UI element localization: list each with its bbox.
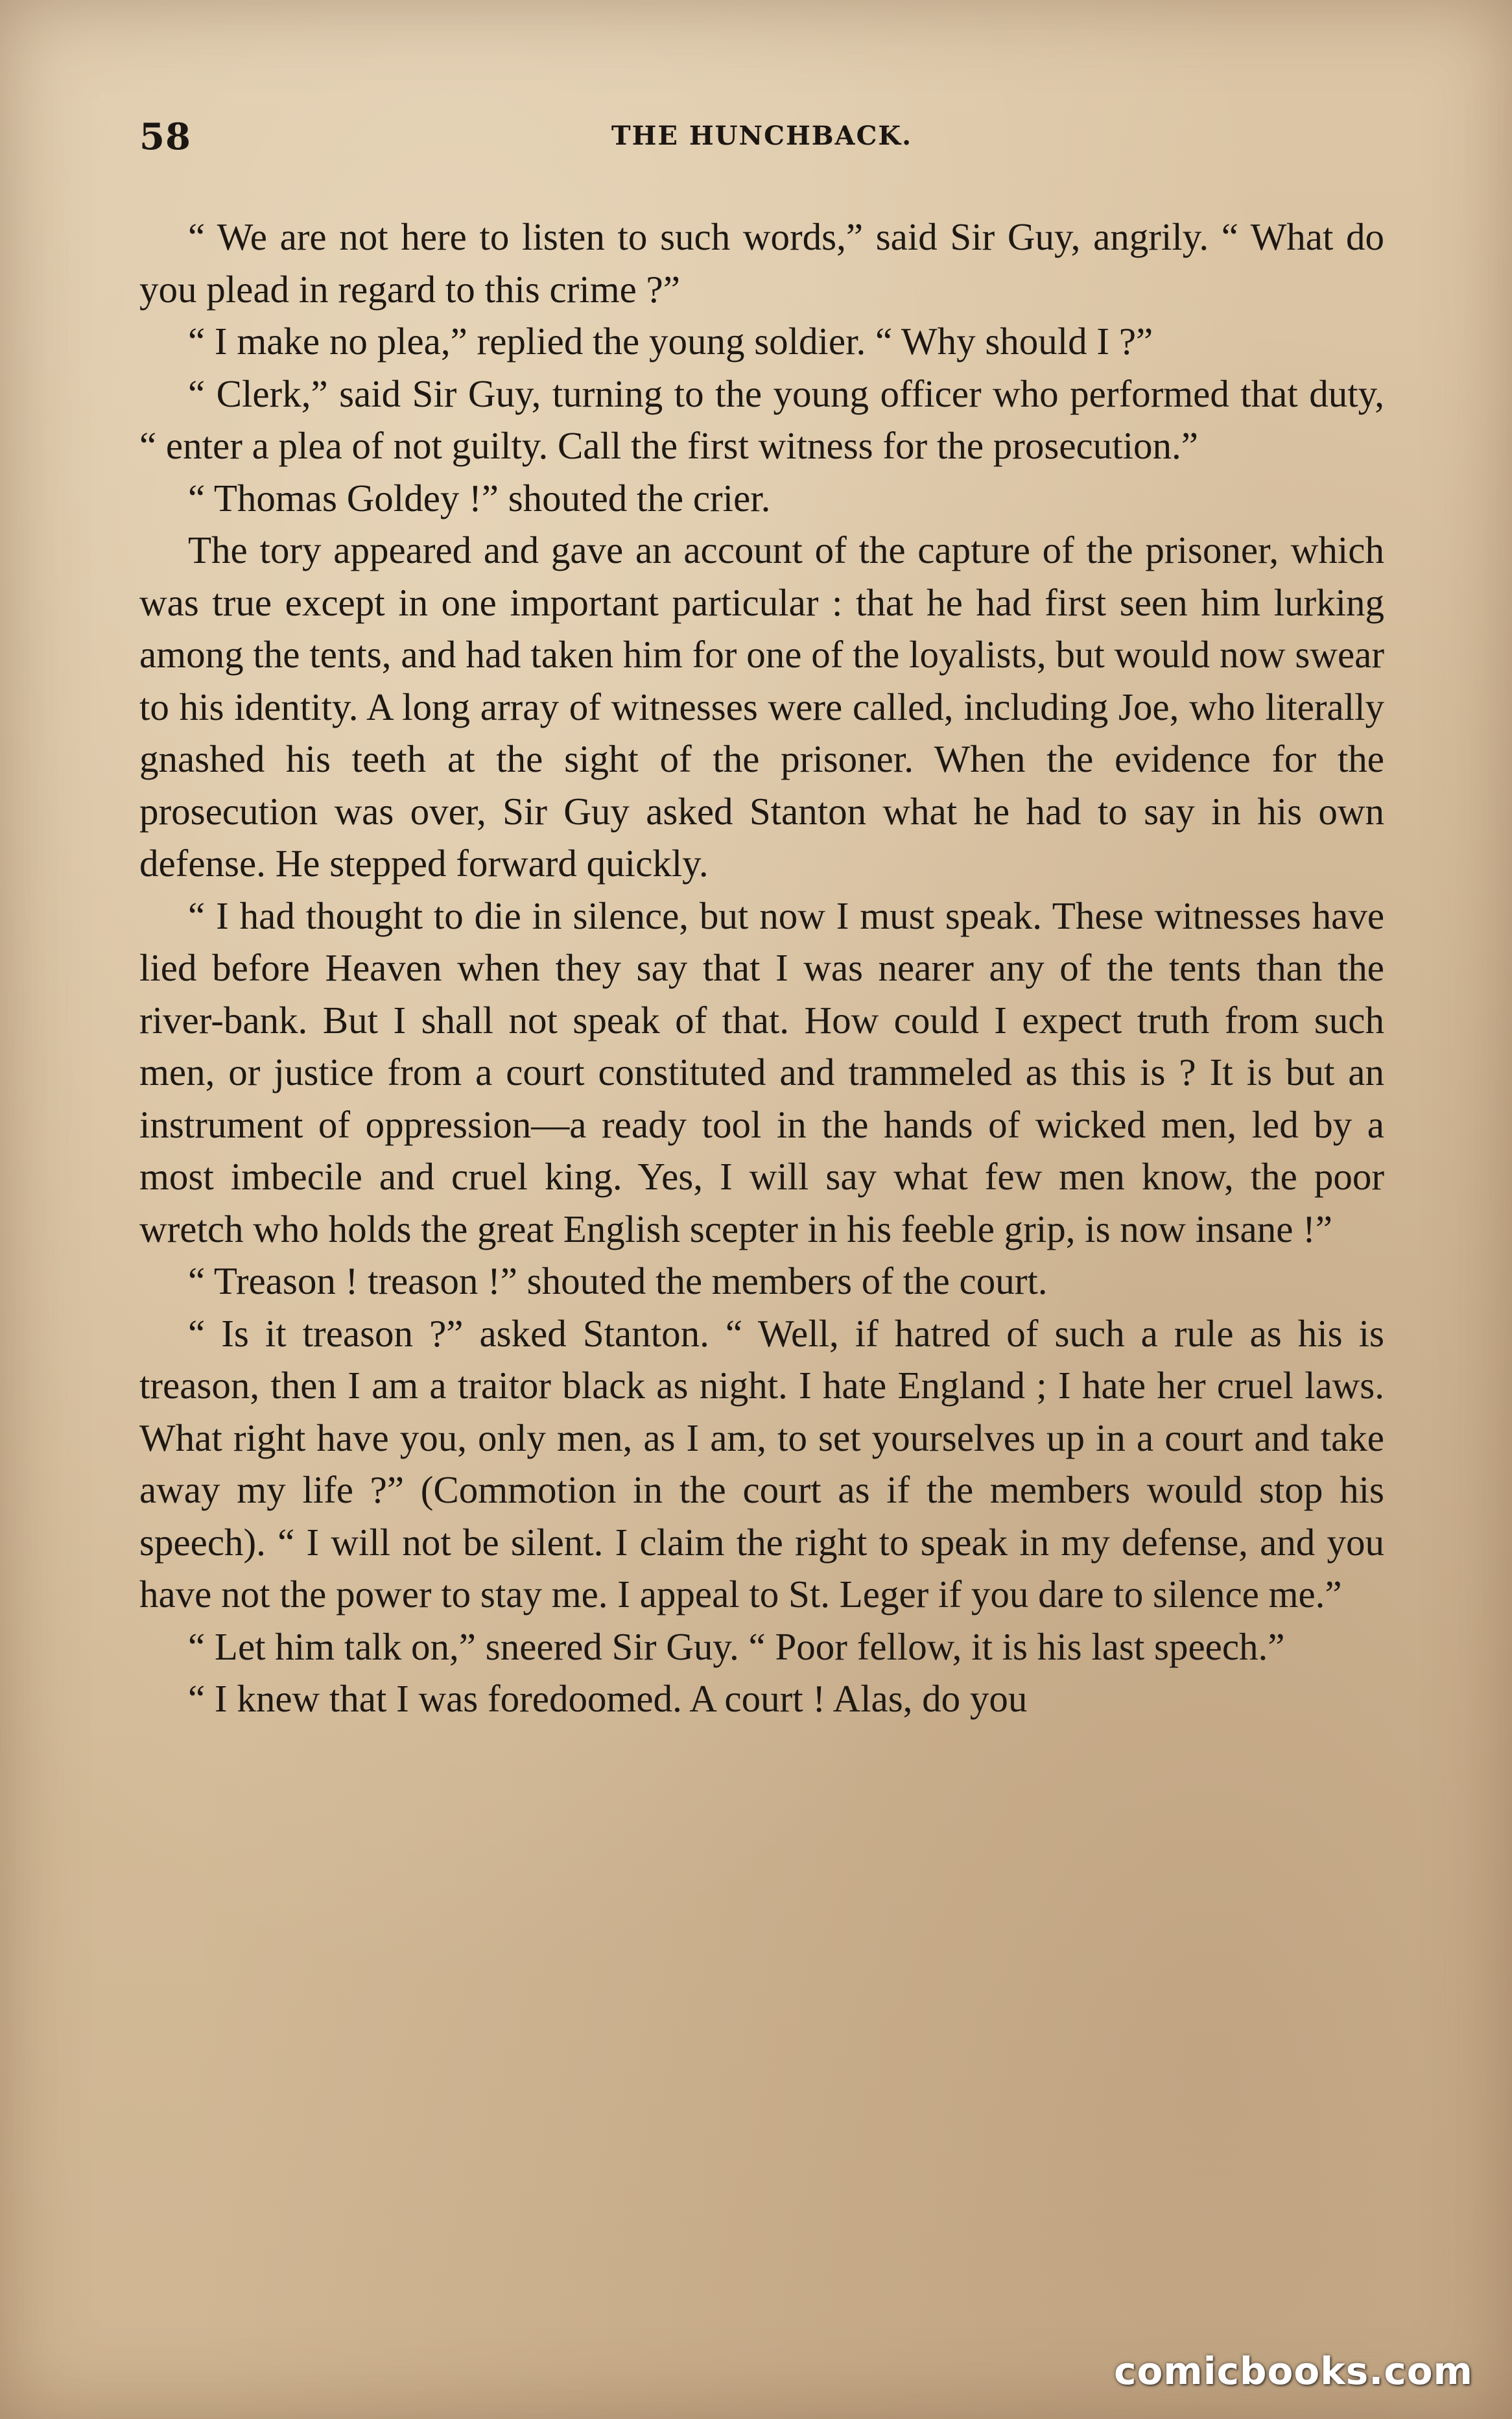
running-title: THE HUNCHBACK. [611,121,913,151]
page-header [139,115,1384,161]
paragraph: “ Let him talk on,” sneered Sir Guy. “ Poor fellow, it is his last speech.” [188,1625,1285,1668]
watermark: comicbooks.com [1114,2349,1473,2393]
page-number: 58 [139,115,191,158]
paragraph: “ I had thought to die in silence, but now I must speak. These witnesses have lied before Heaven when they say that I was nearer any of the tents than the river-bank. But I shall not speak of that. How could I expect truth from such men, or justice from a court constituted and trammeled as this is ? It is but an instrument of oppression—a ready tool in the hands of wicked men, led by a most imbecile and cruel king. Yes, I will say what few men know, the poor wretch who holds the great English scepter in his feeble grip, is now insane !” [139,894,1384,1250]
paragraph: “ I knew that I was foredoomed. A court ! Alas, do you [188,1677,1028,1720]
paragraph: “ We are not here to listen to such words,” said Sir Guy, angrily. “ What do you plead in regard to this crime ?” [139,215,1384,311]
body-text [139,211,1384,1725]
paragraph: “ I make no plea,” replied the young soldier. “ Why should I ?” [188,320,1153,363]
paragraph: “ Is it treason ?” asked Stanton. “ Well, if hatred of such a rule as his is treason, then I am a traitor black as night. I hate England ; I hate her cruel laws. What right have you, only men, as I am, to set yourselves up in a court and take away my life ?” (Commotion in the court as if the members would stop his speech). “ I will not be silent. I claim the right to speak in my defense, and you have not the power to stay me. I appeal to St. Leger if you dare to silence me.” [139,1311,1384,1615]
paragraph: “ Treason ! treason !” shouted the members of the court. [188,1259,1048,1302]
paragraph: “ Clerk,” said Sir Guy, turning to the young officer who performed that duty, “ enter a plea of not guilty. Call the first witness for the prosecution.” [139,372,1384,467]
paragraph: “ Thomas Goldey !” shouted the crier. [188,476,771,519]
paragraph: The tory appeared and gave an account of the capture of the prisoner, which was true except in one important particular : that he had first seen him lurking among the tents, and had taken him for one of the loyalists, but would now swear to his identity. A long array of witnesses were called, including Joe, who literally gnashed his teeth at the sight of the prisoner. When the evidence for the prosecution was over, Sir Guy asked Stanton what he had to say in his own defense. He stepped forward quickly. [139,529,1384,885]
